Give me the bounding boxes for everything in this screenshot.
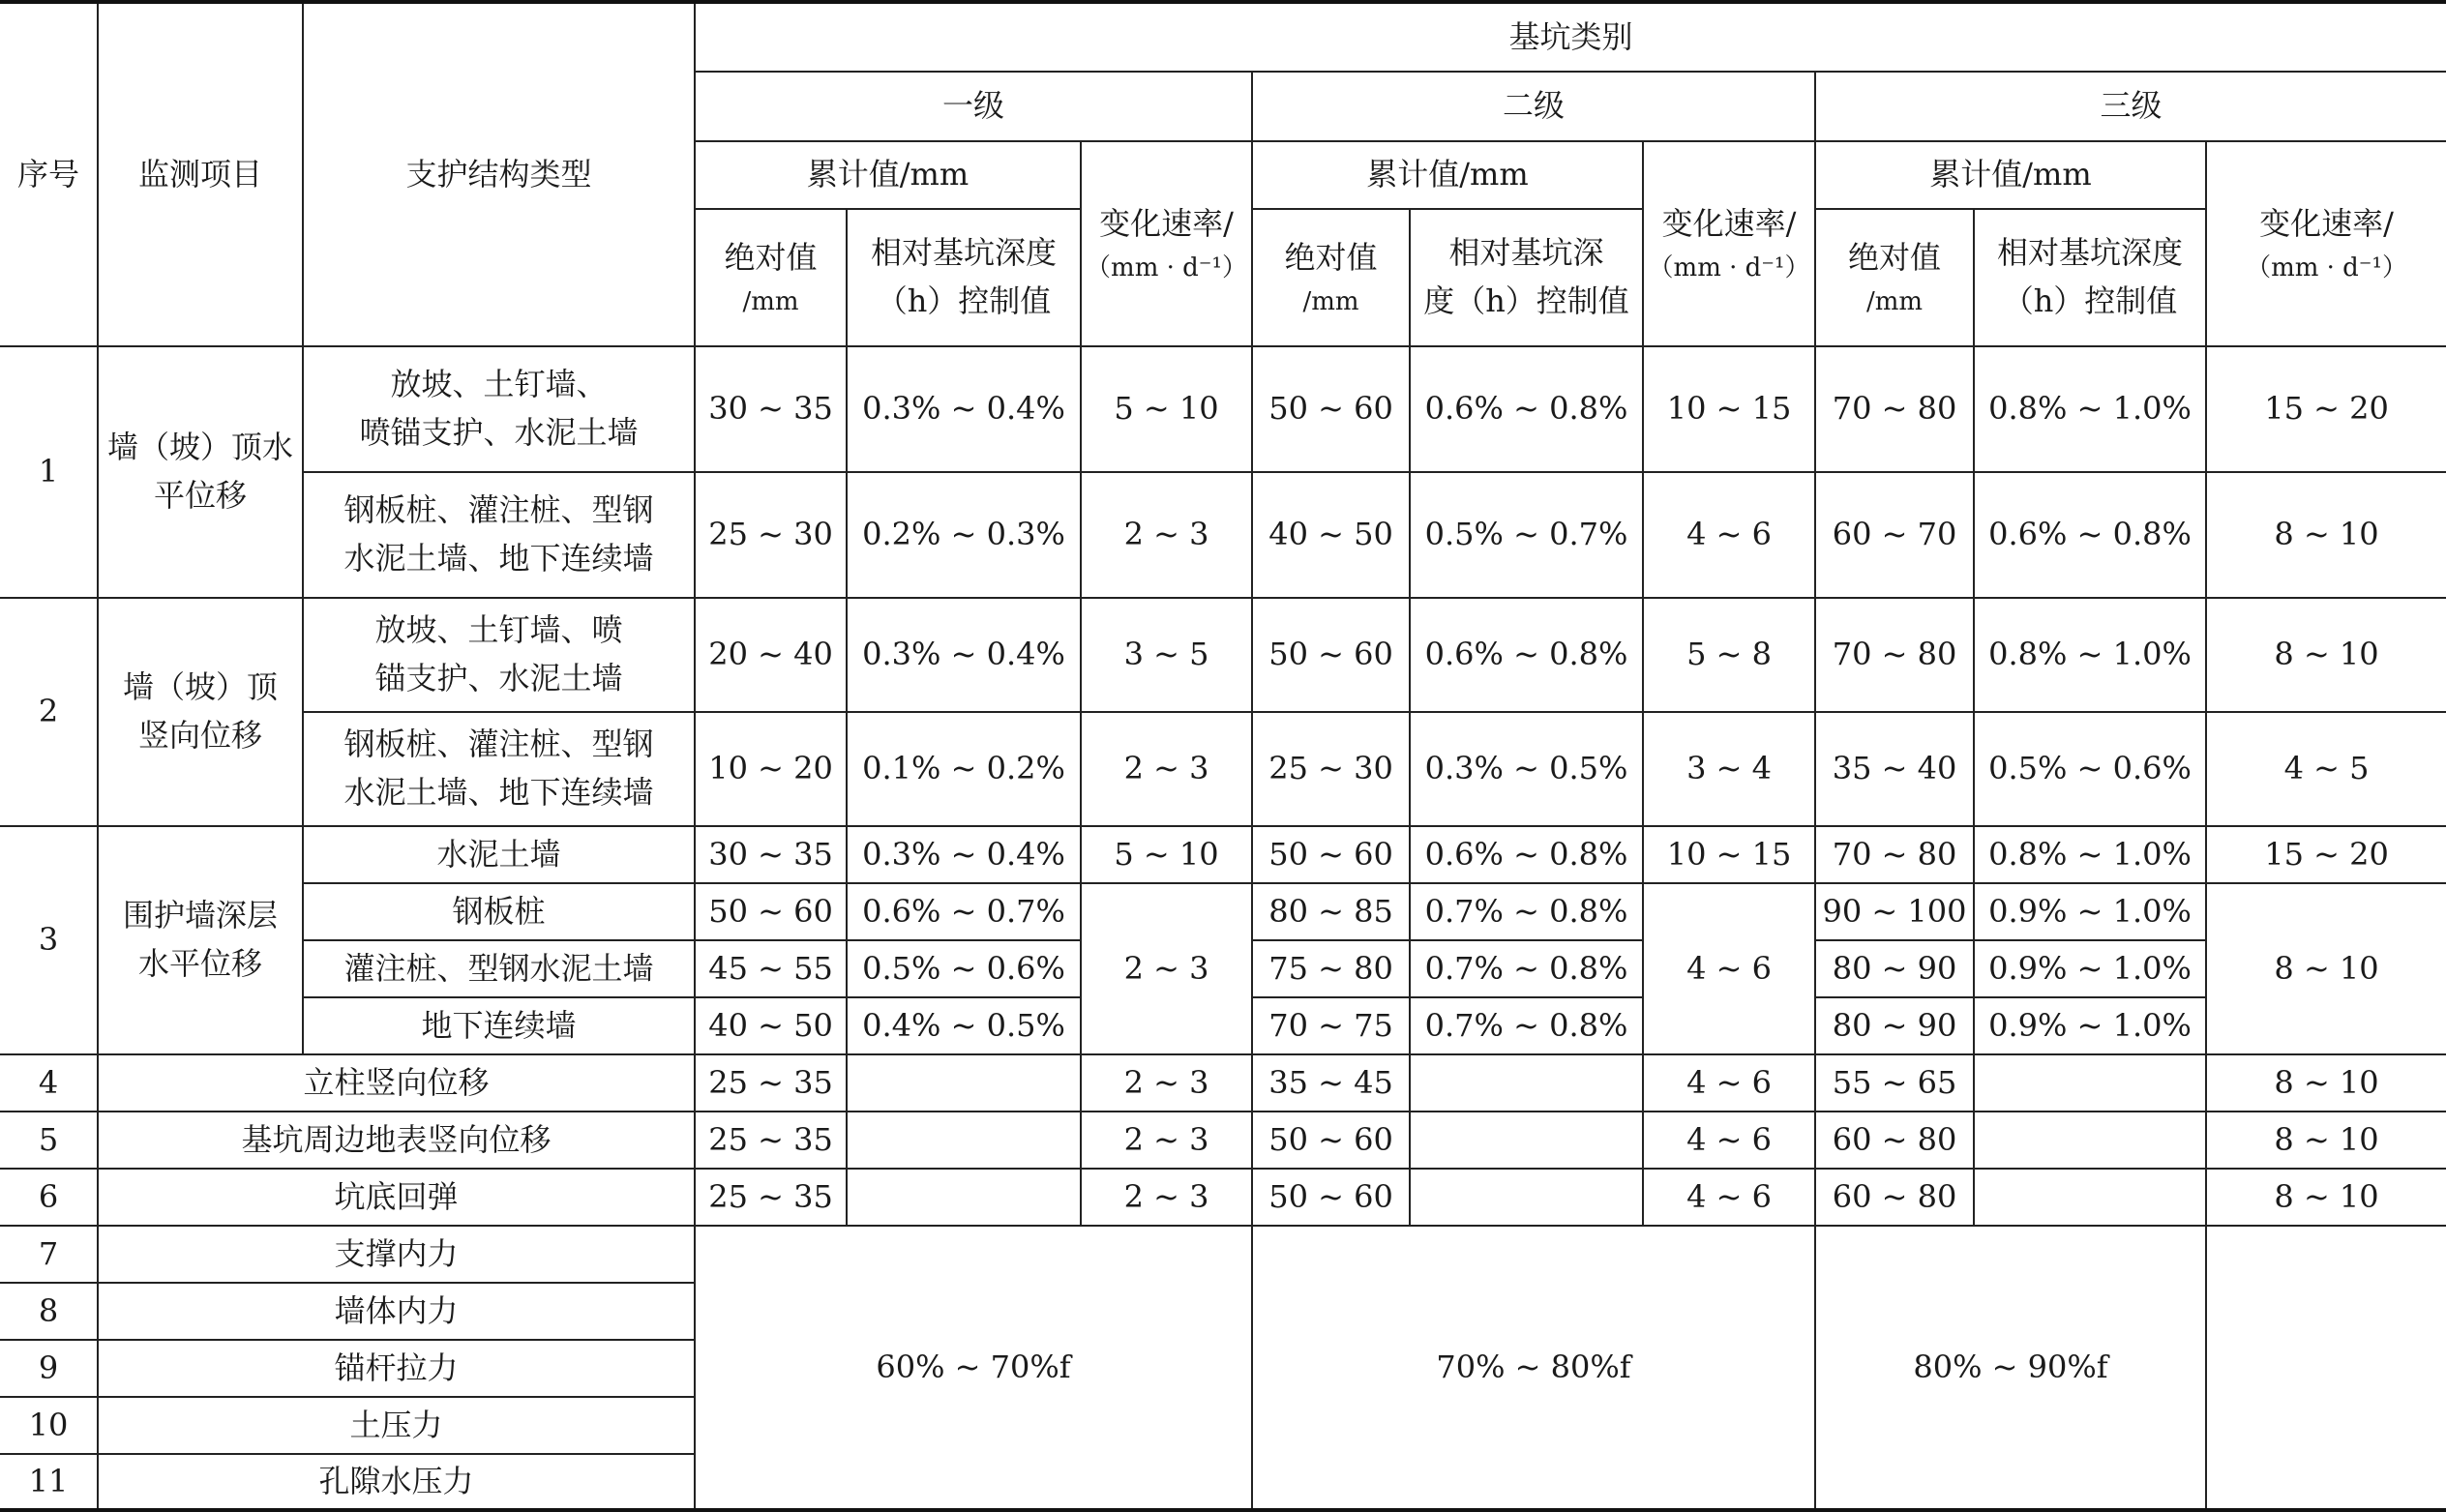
cell-rel-1 xyxy=(847,1112,1081,1169)
row-seq: 10 xyxy=(0,1397,98,1454)
row-item: 立柱竖向位移 xyxy=(98,1054,695,1112)
cell-rel-1 xyxy=(847,1169,1081,1226)
cell-rate-3: 15 ~ 20 xyxy=(2206,826,2446,883)
cell-rel-1: 0.6% ~ 0.7% xyxy=(847,883,1081,940)
row-support-type: 钢板桩、灌注桩、型钢 水泥土墙、地下连续墙 xyxy=(303,472,695,598)
absolute-label: 绝对值 xyxy=(724,239,818,277)
row-seq: 8 xyxy=(0,1283,98,1340)
row-seq: 4 xyxy=(0,1054,98,1112)
cell-abs-1: 45 ~ 55 xyxy=(695,940,847,997)
cell-rel-3: 0.9% ~ 1.0% xyxy=(1974,940,2206,997)
cell-rate-1: 2 ~ 3 xyxy=(1081,883,1252,1054)
cell-rel-2: 0.5% ~ 0.7% xyxy=(1410,472,1643,598)
cell-abs-3: 35 ~ 40 xyxy=(1815,712,1974,826)
row-seq: 5 xyxy=(0,1112,98,1169)
row-seq: 6 xyxy=(0,1169,98,1226)
cell-rel-1: 0.3% ~ 0.4% xyxy=(847,826,1081,883)
table-row xyxy=(0,346,2446,472)
cell-rel-3: 0.9% ~ 1.0% xyxy=(1974,997,2206,1054)
cell-rel-2: 0.6% ~ 0.8% xyxy=(1410,346,1643,472)
header-seq: 序号 xyxy=(0,2,98,346)
cell-rate-3: 8 ~ 10 xyxy=(2206,598,2446,712)
table-row xyxy=(0,598,2446,712)
row-item: 土压力 xyxy=(98,1397,695,1454)
cell-rel-3: 0.8% ~ 1.0% xyxy=(1974,598,2206,712)
cell-rel-2: 0.7% ~ 0.8% xyxy=(1410,940,1643,997)
cell-rate-3: 8 ~ 10 xyxy=(2206,1169,2446,1226)
table-row xyxy=(0,883,2446,940)
row-item: 坑底回弹 xyxy=(98,1169,695,1226)
cell-abs-3: 80 ~ 90 xyxy=(1815,940,1974,997)
cell-rel-1 xyxy=(847,1054,1081,1112)
rate-unit: （mm · d⁻¹） xyxy=(1648,252,1810,282)
cell-rel-1: 0.3% ~ 0.4% xyxy=(847,598,1081,712)
absolute-label: 绝对值 xyxy=(1847,239,1941,277)
cell-rate-2: 4 ~ 6 xyxy=(1643,1169,1815,1226)
header-grade-2: 二级 xyxy=(1252,72,1815,141)
row-support-type: 水泥土墙 xyxy=(303,826,695,883)
cell-rate-1: 2 ~ 3 xyxy=(1081,1112,1252,1169)
row-support-type: 放坡、土钉墙、 喷锚支护、水泥土墙 xyxy=(303,346,695,472)
cell-abs-3: 60 ~ 80 xyxy=(1815,1169,1974,1226)
header-absolute-3 xyxy=(1815,209,1974,346)
header-absolute-1 xyxy=(695,209,847,346)
rate-unit: （mm · d⁻¹） xyxy=(1086,252,1247,282)
cell-abs-1: 25 ~ 35 xyxy=(695,1112,847,1169)
header-pit-category: 基坑类别 xyxy=(695,2,2446,72)
row-seq: 3 xyxy=(0,826,98,1054)
absolute-label: 绝对值 xyxy=(1284,239,1378,277)
row-item: 墙（坡）顶 竖向位移 xyxy=(98,598,303,826)
cell-rate-1: 2 ~ 3 xyxy=(1081,472,1252,598)
header-monitoring-item: 监测项目 xyxy=(98,2,303,346)
relative-label: 相对基坑深度 xyxy=(1996,234,2183,272)
table-row xyxy=(0,1112,2446,1169)
cell-abs-3: 70 ~ 80 xyxy=(1815,826,1974,883)
cell-rate-1: 5 ~ 10 xyxy=(1081,826,1252,883)
cell-abs-2: 80 ~ 85 xyxy=(1252,883,1410,940)
header-rate-2 xyxy=(1643,141,1815,346)
cell-abs-2: 40 ~ 50 xyxy=(1252,472,1410,598)
cell-abs-1: 40 ~ 50 xyxy=(695,997,847,1054)
cell-rate-2: 4 ~ 6 xyxy=(1643,1112,1815,1169)
cell-rel-1: 0.3% ~ 0.4% xyxy=(847,346,1081,472)
row-item: 墙体内力 xyxy=(98,1283,695,1340)
cell-abs-2: 35 ~ 45 xyxy=(1252,1054,1410,1112)
rate-label: 变化速率/ xyxy=(1661,205,1797,243)
cell-rel-3 xyxy=(1974,1169,2206,1226)
row-seq: 7 xyxy=(0,1226,98,1283)
absolute-unit: /mm xyxy=(1865,286,1924,316)
table-row xyxy=(0,1169,2446,1226)
row-item: 孔隙水压力 xyxy=(98,1454,695,1510)
cell-rate-2: 10 ~ 15 xyxy=(1643,826,1815,883)
cell-rel-2: 0.7% ~ 0.8% xyxy=(1410,997,1643,1054)
cell-rate-3: 4 ~ 5 xyxy=(2206,712,2446,826)
row-item: 锚杆拉力 xyxy=(98,1340,695,1397)
cell-rel-3 xyxy=(1974,1054,2206,1112)
header-rate-3 xyxy=(2206,141,2446,346)
cell-rel-2 xyxy=(1410,1169,1643,1226)
cell-rel-1: 0.5% ~ 0.6% xyxy=(847,940,1081,997)
cell-abs-3: 60 ~ 80 xyxy=(1815,1112,1974,1169)
header-absolute-2 xyxy=(1252,209,1410,346)
header-relative-2 xyxy=(1410,209,1643,346)
cell-rate-2: 4 ~ 6 xyxy=(1643,883,1815,1054)
cell-abs-2: 50 ~ 60 xyxy=(1252,826,1410,883)
rate-label: 变化速率/ xyxy=(1099,205,1234,243)
absolute-unit: /mm xyxy=(1302,286,1359,316)
cell-rel-2: 0.6% ~ 0.8% xyxy=(1410,826,1643,883)
cell-abs-3: 55 ~ 65 xyxy=(1815,1054,1974,1112)
row-support-type: 钢板桩 xyxy=(303,883,695,940)
header-cumulative-1: 累计值/mm xyxy=(695,141,1081,209)
cell-rel-3 xyxy=(1974,1112,2206,1169)
header-cumulative-2: 累计值/mm xyxy=(1252,141,1643,209)
cell-rel-3: 0.8% ~ 1.0% xyxy=(1974,346,2206,472)
cell-abs-3: 90 ~ 100 xyxy=(1815,883,1974,940)
row-item: 围护墙深层 水平位移 xyxy=(98,826,303,1054)
cell-rate-3: 8 ~ 10 xyxy=(2206,1112,2446,1169)
row-item: 基坑周边地表竖向位移 xyxy=(98,1112,695,1169)
cell-rate-1: 3 ~ 5 xyxy=(1081,598,1252,712)
row-support-type: 灌注桩、型钢水泥土墙 xyxy=(303,940,695,997)
cell-rate-3: 15 ~ 20 xyxy=(2206,346,2446,472)
table-row xyxy=(0,472,2446,598)
cell-rate-3: 8 ~ 10 xyxy=(2206,1054,2446,1112)
row-support-type: 钢板桩、灌注桩、型钢 水泥土墙、地下连续墙 xyxy=(303,712,695,826)
cell-rate-1: 2 ~ 3 xyxy=(1081,1169,1252,1226)
row-seq: 1 xyxy=(0,346,98,598)
cell-abs-2: 70 ~ 75 xyxy=(1252,997,1410,1054)
relative-label: 相对基坑深度 xyxy=(870,234,1057,272)
rate-label: 变化速率/ xyxy=(2259,205,2394,243)
cell-rel-2 xyxy=(1410,1054,1643,1112)
cell-abs-1: 25 ~ 35 xyxy=(695,1054,847,1112)
cell-rate-1: 2 ~ 3 xyxy=(1081,1054,1252,1112)
cell-abs-1: 20 ~ 40 xyxy=(695,598,847,712)
cell-rel-3: 0.6% ~ 0.8% xyxy=(1974,472,2206,598)
header-grade-3: 三级 xyxy=(1815,72,2446,141)
cell-rate-3: 8 ~ 10 xyxy=(2206,472,2446,598)
cell-rate-2: 3 ~ 4 xyxy=(1643,712,1815,826)
cell-abs-3: 80 ~ 90 xyxy=(1815,997,1974,1054)
cell-rel-1: 0.4% ~ 0.5% xyxy=(847,997,1081,1054)
cell-abs-3: 70 ~ 80 xyxy=(1815,598,1974,712)
force-value-empty xyxy=(2206,1226,2446,1510)
cell-rate-1: 2 ~ 3 xyxy=(1081,712,1252,826)
relative-label: （h）控制值 xyxy=(2002,282,2178,319)
cell-rel-2: 0.3% ~ 0.5% xyxy=(1410,712,1643,826)
cell-rate-2: 5 ~ 8 xyxy=(1643,598,1815,712)
header-grade-1: 一级 xyxy=(695,72,1252,141)
cell-rel-3: 0.5% ~ 0.6% xyxy=(1974,712,2206,826)
header-relative-1 xyxy=(847,209,1081,346)
cell-abs-3: 70 ~ 80 xyxy=(1815,346,1974,472)
cell-abs-1: 25 ~ 35 xyxy=(695,1169,847,1226)
table-row xyxy=(0,1226,2446,1283)
cell-abs-2: 50 ~ 60 xyxy=(1252,1169,1410,1226)
cell-abs-2: 50 ~ 60 xyxy=(1252,1112,1410,1169)
cell-abs-2: 50 ~ 60 xyxy=(1252,346,1410,472)
row-seq: 2 xyxy=(0,598,98,826)
absolute-unit: /mm xyxy=(742,286,799,316)
cell-rel-1: 0.1% ~ 0.2% xyxy=(847,712,1081,826)
row-seq: 9 xyxy=(0,1340,98,1397)
cell-abs-1: 25 ~ 30 xyxy=(695,472,847,598)
relative-label: 相对基坑深 xyxy=(1448,234,1604,272)
row-seq: 11 xyxy=(0,1454,98,1510)
header-support-type: 支护结构类型 xyxy=(303,2,695,346)
cell-rel-2: 0.7% ~ 0.8% xyxy=(1410,883,1643,940)
row-support-type: 地下连续墙 xyxy=(303,997,695,1054)
rate-unit: （mm · d⁻¹） xyxy=(2246,252,2407,282)
table-row xyxy=(0,1054,2446,1112)
table-row xyxy=(0,826,2446,883)
cell-rel-3: 0.9% ~ 1.0% xyxy=(1974,883,2206,940)
relative-label: 度（h）控制值 xyxy=(1423,282,1629,319)
cell-abs-1: 30 ~ 35 xyxy=(695,826,847,883)
cell-rel-2: 0.6% ~ 0.8% xyxy=(1410,598,1643,712)
cell-rate-3: 8 ~ 10 xyxy=(2206,883,2446,1054)
cell-abs-2: 50 ~ 60 xyxy=(1252,598,1410,712)
cell-abs-1: 10 ~ 20 xyxy=(695,712,847,826)
force-value-grade-3: 80% ~ 90%f xyxy=(1815,1226,2206,1510)
cell-rel-2 xyxy=(1410,1112,1643,1169)
cell-abs-2: 75 ~ 80 xyxy=(1252,940,1410,997)
row-item: 支撑内力 xyxy=(98,1226,695,1283)
header-rate-1 xyxy=(1081,141,1252,346)
header-cumulative-3: 累计值/mm xyxy=(1815,141,2206,209)
table-row xyxy=(0,712,2446,826)
cell-rel-3: 0.8% ~ 1.0% xyxy=(1974,826,2206,883)
force-value-grade-1: 60% ~ 70%f xyxy=(695,1226,1252,1510)
cell-abs-1: 30 ~ 35 xyxy=(695,346,847,472)
force-value-grade-2: 70% ~ 80%f xyxy=(1252,1226,1815,1510)
cell-rate-2: 4 ~ 6 xyxy=(1643,1054,1815,1112)
relative-label: （h）控制值 xyxy=(876,282,1052,319)
cell-rate-2: 10 ~ 15 xyxy=(1643,346,1815,472)
row-item: 墙（坡）顶水 平位移 xyxy=(98,346,303,598)
row-support-type: 放坡、土钉墙、喷 锚支护、水泥土墙 xyxy=(303,598,695,712)
cell-abs-3: 60 ~ 70 xyxy=(1815,472,1974,598)
cell-abs-2: 25 ~ 30 xyxy=(1252,712,1410,826)
cell-abs-1: 50 ~ 60 xyxy=(695,883,847,940)
cell-rel-1: 0.2% ~ 0.3% xyxy=(847,472,1081,598)
header-relative-3 xyxy=(1974,209,2206,346)
cell-rate-1: 5 ~ 10 xyxy=(1081,346,1252,472)
cell-rate-2: 4 ~ 6 xyxy=(1643,472,1815,598)
